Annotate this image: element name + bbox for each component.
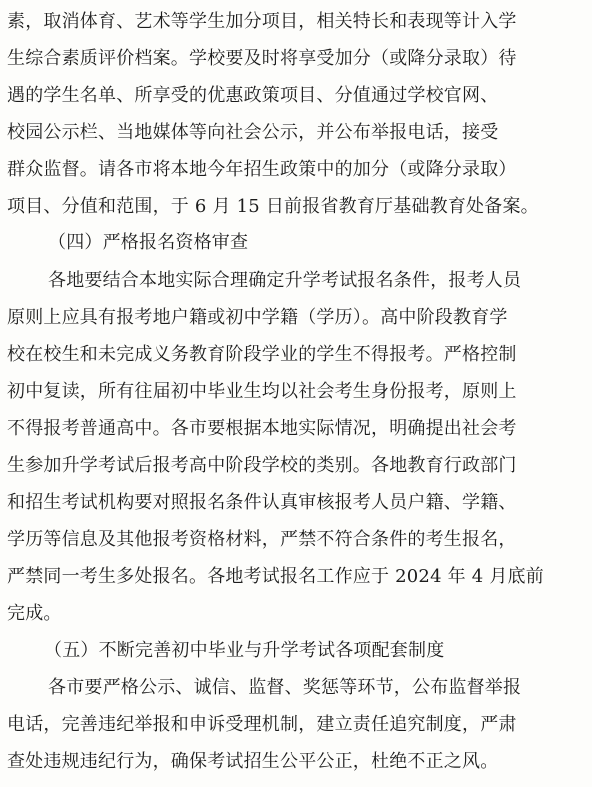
body-text-line: 校园公示栏、当地媒体等向社会公示，并公布举报电话，接受 [7, 122, 499, 143]
body-text-line: 不得报考普通高中。各市要根据本地实际情况，明确提出社会考 [7, 418, 517, 439]
body-text-line: 完成。 [7, 603, 62, 624]
body-text-line: 和招生考试机构要对照报名条件认真审核报考人员户籍、学籍、 [7, 492, 517, 513]
body-text-line: 项目、分值和范围，于 6 月 15 日前报省教育厅基础教育处备案。 [7, 196, 539, 217]
body-text-line: 初中复读，所有往届初中毕业生均以社会考生身份报考，原则上 [7, 381, 517, 402]
body-text-line: 原则上应具有报考地户籍或初中学籍（学历）。高中阶段教育学 [7, 307, 508, 328]
body-text-line: 严禁同一考生多处报名。各地考试报名工作应于 2024 年 4 月底前 [7, 566, 544, 587]
section-heading-4: （四）严格报名资格审查 [48, 232, 249, 253]
body-text-line: 群众监督。请各市将本地今年招生政策中的加分（或降分录取） [7, 159, 517, 180]
body-text-line: 生综合素质评价档案。学校要及时将享受加分（或降分录取）待 [7, 48, 517, 69]
paragraph-first-line: 各地要结合本地实际合理确定升学考试报名条件，报考人员 [48, 270, 522, 291]
body-text-line: 电话，完善违纪举报和申诉受理机制，建立责任追究制度，严肃 [7, 714, 517, 735]
body-text-line: 校在校生和未完成义务教育阶段学业的学生不得报考。严格控制 [7, 344, 517, 365]
paragraph-first-line: 各市要严格公示、诚信、监督、奖惩等环节，公布监督举报 [48, 677, 522, 698]
body-text-line: 遇的学生名单、所享受的优惠政策项目、分值通过学校官网、 [7, 85, 499, 106]
section-heading-5: （五）不断完善初中毕业与升学考试各项配套制度 [44, 640, 445, 661]
body-text-line: 学历等信息及其他报考资格材料，严禁不符合条件的考生报名， [7, 529, 517, 550]
body-text-line: 生参加升学考试后报考高中阶段学校的类别。各地教育行政部门 [7, 455, 517, 476]
body-text-line: 查处违规违纪行为，确保考试招生公平公正，杜绝不正之风。 [7, 751, 499, 772]
body-text-line: 素，取消体育、艺术等学生加分项目，相关特长和表现等计入学 [7, 11, 517, 32]
